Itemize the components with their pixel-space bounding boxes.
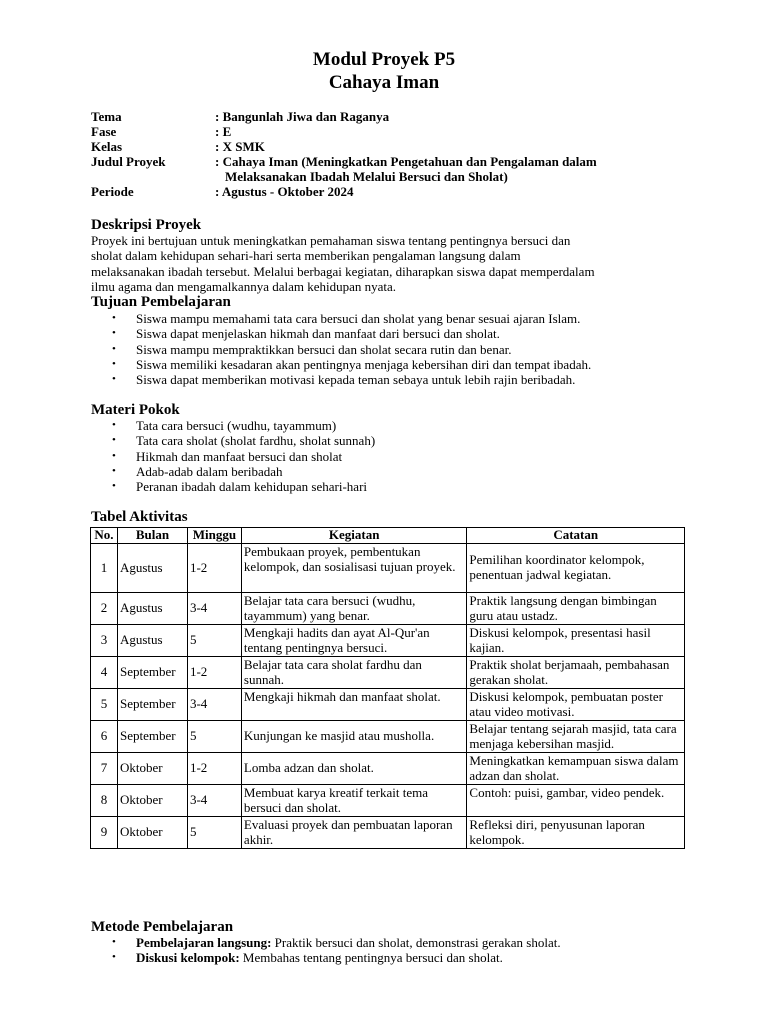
list-item: • Siswa mampu mempraktikkan bersuci dan sholat secara rutin dan benar.	[91, 342, 591, 357]
table-row	[91, 817, 685, 849]
list-item: • Tata cara bersuci (wudhu, tayammum)	[91, 418, 375, 433]
document-subtitle: Cahaya Iman	[328, 72, 440, 93]
meta-value: : Bangunlah Jiwa dan Raganya	[215, 109, 390, 124]
item-label: Pembelajaran langsung:	[136, 935, 272, 950]
cell-catatan: Diskusi kelompok, presentasi hasil kajian.	[467, 625, 685, 657]
cell-minggu: 5	[187, 721, 241, 753]
meta-row-fase	[91, 124, 685, 139]
materi-list	[91, 418, 375, 494]
column-header: Minggu	[187, 528, 241, 544]
list-item: • Siswa mampu memahami tata cara bersuci dan sholat yang benar sesuai ajaran Islam.	[91, 311, 591, 326]
cell-kegiatan: Pembukaan proyek, pembentukan kelompok, dan sosialisasi tujuan proyek.	[241, 544, 467, 593]
cell-kegiatan: Lomba adzan dan sholat.	[241, 753, 467, 785]
activity-table	[90, 527, 685, 849]
table-row	[91, 625, 685, 657]
meta-value: : E	[215, 124, 232, 139]
cell-minggu: 5	[187, 817, 241, 849]
paragraph-line: Proyek ini bertujuan untuk meningkatkan pemahaman siswa tentang pentingnya bersuci dan	[91, 233, 571, 248]
cell-no: 2	[91, 593, 118, 625]
meta-label: Tema	[91, 109, 122, 124]
cell-catatan: Praktik langsung dengan bimbingan guru atau ustadz.	[467, 593, 685, 625]
cell-bulan: Oktober	[117, 785, 187, 817]
cell-no: 1	[91, 544, 118, 593]
meta-value: : Agustus - Oktober 2024	[215, 184, 354, 199]
section-heading-materi: Materi Pokok	[91, 402, 180, 418]
table-row	[91, 721, 685, 753]
cell-bulan: September	[117, 689, 187, 721]
list-item: • Hikmah dan manfaat bersuci dan sholat	[91, 449, 375, 464]
list-item: • Siswa dapat menjelaskan hikmah dan manfaat dari bersuci dan sholat.	[91, 326, 591, 341]
cell-no: 8	[91, 785, 118, 817]
meta-value: : Cahaya Iman (Meningkatkan Pengetahuan dan Pengalaman dalam	[215, 154, 597, 169]
table-row	[91, 753, 685, 785]
list-item	[91, 935, 561, 950]
column-header: Kegiatan	[241, 528, 467, 544]
section-heading-tujuan: Tujuan Pembelajaran	[91, 294, 231, 310]
meta-label: Fase	[91, 124, 117, 139]
table-row	[91, 785, 685, 817]
list-item: • Adab-adab dalam beribadah	[91, 464, 375, 479]
table-row	[91, 544, 685, 593]
section-heading-deskripsi: Deskripsi Proyek	[91, 217, 202, 233]
cell-minggu: 3-4	[187, 689, 241, 721]
meta-label: Periode	[91, 184, 134, 199]
column-header: Catatan	[467, 528, 685, 544]
meta-row-judul	[91, 154, 685, 184]
paragraph-line: sholat dalam kehidupan sehari-hari serta memberikan pengalaman langsung dalam	[91, 248, 521, 264]
cell-bulan: Agustus	[117, 544, 187, 593]
item-text: Praktik bersuci dan sholat, demonstrasi gerakan sholat.	[271, 935, 561, 950]
section-heading-metode: Metode Pembelajaran	[91, 919, 234, 935]
section-heading-tabel: Tabel Aktivitas	[91, 509, 188, 525]
paragraph-line: ilmu agama dan mengamalkannya dalam kehidupan nyata.	[91, 278, 397, 294]
deskripsi-paragraph	[91, 233, 681, 294]
cell-minggu: 1-2	[187, 753, 241, 785]
list-item: • Tata cara sholat (sholat fardhu, sholat sunnah)	[91, 433, 375, 448]
document-title: Modul Proyek P5	[312, 49, 456, 70]
meta-value: : X SMK	[215, 139, 265, 154]
cell-minggu: 3-4	[187, 785, 241, 817]
cell-bulan: Oktober	[117, 753, 187, 785]
item-label: Diskusi kelompok:	[136, 950, 240, 966]
meta-row-periode	[91, 184, 685, 199]
list-item: • Peranan ibadah dalam kehidupan sehari-hari	[91, 479, 375, 494]
cell-bulan: Agustus	[117, 625, 187, 657]
cell-no: 3	[91, 625, 118, 657]
cell-catatan: Diskusi kelompok, pembuatan poster atau video motivasi.	[467, 689, 685, 721]
meta-value-continuation: Melaksanakan Ibadah Melalui Bersuci dan Sholat)	[225, 169, 508, 184]
column-header: Bulan	[117, 528, 187, 544]
cell-no: 9	[91, 817, 118, 849]
cell-no: 5	[91, 689, 118, 721]
cell-catatan: Pemilihan koordinator kelompok, penentuan jadwal kegiatan.	[467, 544, 685, 593]
column-header: No.	[91, 528, 118, 544]
cell-kegiatan: Mengkaji hadits dan ayat Al-Qur'an tentang pentingnya bersuci.	[241, 625, 467, 657]
meta-label: Judul Proyek	[91, 154, 166, 169]
cell-no: 7	[91, 753, 118, 785]
table-row	[91, 593, 685, 625]
cell-catatan: Belajar tentang sejarah masjid, tata cara menjaga kebersihan masjid.	[467, 721, 685, 753]
project-info	[91, 109, 685, 199]
meta-row-tema	[91, 109, 685, 124]
cell-minggu: 1-2	[187, 544, 241, 593]
meta-label: Kelas	[91, 139, 123, 154]
cell-kegiatan: Membuat karya kreatif terkait tema bersuci dan sholat.	[241, 785, 467, 817]
cell-bulan: September	[117, 721, 187, 753]
cell-catatan: Contoh: puisi, gambar, video pendek.	[467, 785, 685, 817]
cell-catatan: Refleksi diri, penyusunan laporan kelompok.	[467, 817, 685, 849]
list-item: • Siswa dapat memberikan motivasi kepada teman sebaya untuk lebih rajin beribadah.	[91, 372, 591, 387]
cell-kegiatan: Belajar tata cara bersuci (wudhu, tayammum) yang benar.	[241, 593, 467, 625]
cell-kegiatan: Belajar tata cara sholat fardhu dan sunnah.	[241, 657, 467, 689]
cell-catatan: Praktik sholat berjamaah, pembahasan gerakan sholat.	[467, 657, 685, 689]
metode-list	[91, 935, 561, 966]
cell-kegiatan: Mengkaji hikmah dan manfaat sholat.	[241, 689, 467, 721]
cell-minggu: 5	[187, 625, 241, 657]
cell-kegiatan: Kunjungan ke masjid atau musholla.	[241, 721, 467, 753]
meta-row-kelas	[91, 139, 685, 154]
cell-no: 4	[91, 657, 118, 689]
cell-catatan: Meningkatkan kemampuan siswa dalam adzan dan sholat.	[467, 753, 685, 785]
table-row	[91, 657, 685, 689]
list-item	[91, 950, 561, 965]
cell-bulan: September	[117, 657, 187, 689]
cell-bulan: Agustus	[117, 593, 187, 625]
list-item: • Siswa memiliki kesadaran akan pentingnya menjaga kebersihan diri dan tempat ibadah.	[91, 357, 591, 372]
cell-kegiatan: Evaluasi proyek dan pembuatan laporan akhir.	[241, 817, 467, 849]
cell-minggu: 3-4	[187, 593, 241, 625]
cell-no: 6	[91, 721, 118, 753]
table-row	[91, 689, 685, 721]
table-header-row	[91, 528, 685, 544]
paragraph-line: melaksanakan ibadah tersebut. Melalui berbagai kegiatan, diharapkan siswa dapat memperdalam	[91, 263, 595, 279]
cell-minggu: 1-2	[187, 657, 241, 689]
cell-bulan: Oktober	[117, 817, 187, 849]
item-text: Membahas tentang pentingnya bersuci dan sholat.	[239, 950, 503, 966]
tujuan-list	[91, 311, 591, 387]
meta-value-judul	[215, 154, 685, 184]
